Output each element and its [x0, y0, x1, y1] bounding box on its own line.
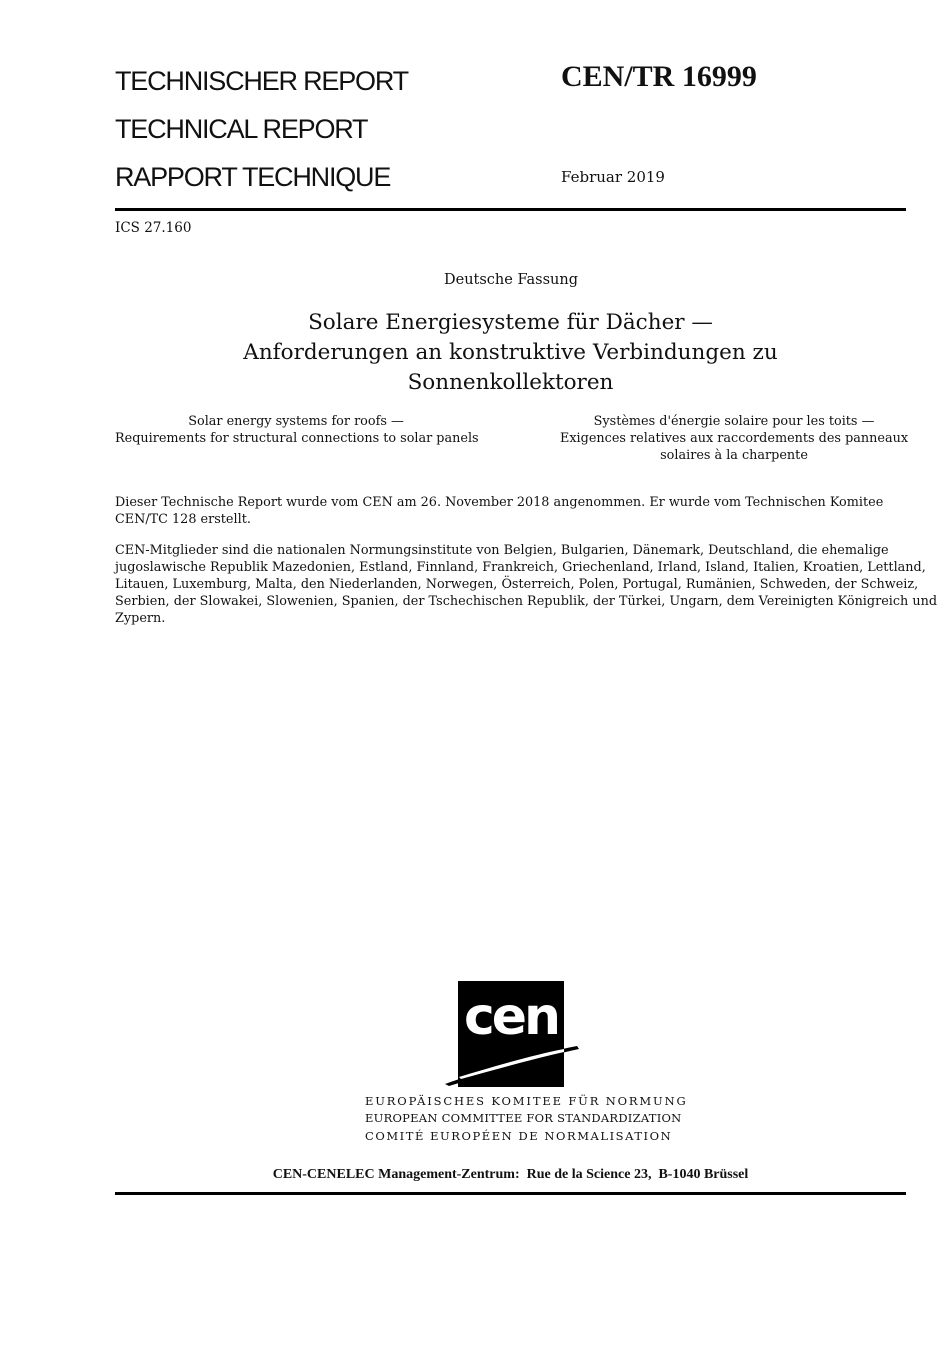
members-paragraph: [115, 542, 938, 627]
english-title-line: Requirements for structural connections to solar panels: [115, 431, 479, 446]
bottom-divider: [115, 1192, 906, 1195]
paragraph-line: CEN-Mitglieder sind die nationalen Normungsinstitute von Belgien, Bulgarien, Dänemark, Deutschland, die ehemalige: [115, 543, 889, 558]
organization-name-english: EUROPEAN COMMITTEE FOR STANDARDIZATION: [365, 1111, 682, 1125]
document-type-french: RAPPORT TECHNIQUE: [115, 162, 391, 192]
french-title-line: Systèmes d'énergie solaire pour les toits —: [593, 414, 875, 429]
paragraph-line: CEN/TC 128 erstellt.: [115, 512, 251, 527]
organization-name-french: COMITÉ EUROPÉEN DE NORMALISATION: [365, 1129, 673, 1143]
main-title-line: Anforderungen an konstruktive Verbindungen zu: [243, 340, 778, 365]
paragraph-line: Litauen, Luxemburg, Malta, den Niederlanden, Norwegen, Österreich, Polen, Portugal, Rumänien, Schweden, der Schweiz,: [115, 577, 919, 592]
adoption-paragraph: [115, 494, 895, 528]
cen-logo-icon: [445, 980, 579, 1088]
document-type-english: TECHNICAL REPORT: [115, 114, 368, 144]
top-divider: [115, 208, 906, 211]
english-title-line: Solar energy systems for roofs —: [188, 414, 404, 429]
ics-code: ICS 27.160: [115, 220, 192, 236]
main-title-line: Solare Energiesysteme für Dächer —: [308, 310, 713, 335]
management-address: CEN-CENELEC Management-Zentrum: Rue de la Science 23, B-1040 Brüssel: [272, 1167, 749, 1182]
main-title-line: Sonnenkollektoren: [407, 370, 614, 395]
language-version: Deutsche Fassung: [443, 272, 579, 288]
document-number: CEN/TR 16999: [561, 60, 757, 93]
french-title-line: Exigences relatives aux raccordements des panneaux: [560, 431, 909, 446]
english-title: [115, 413, 477, 447]
paragraph-line: Dieser Technische Report wurde vom CEN am 26. November 2018 angenommen. Er wurde vom Technischen Komitee: [115, 495, 884, 510]
french-title-line: solaires à la charpente: [660, 448, 808, 463]
document-type-german: TECHNISCHER REPORT: [115, 66, 408, 96]
paragraph-line: Zypern.: [115, 611, 166, 626]
paragraph-line: Serbien, der Slowakei, Slowenien, Spanien, der Tschechischen Republik, der Türkei, Ungarn, dem Vereinigten Königreich und: [115, 594, 938, 609]
svg-text:cen: cen: [463, 987, 559, 1047]
organization-name-german: EUROPÄISCHES KOMITEE FÜR NORMUNG: [365, 1094, 688, 1108]
french-title: [560, 413, 908, 464]
main-title: [115, 308, 906, 398]
paragraph-line: jugoslawische Republik Mazedonien, Estland, Finnland, Frankreich, Griechenland, Irland, Island, Italien, Kroatien, Lettland,: [115, 560, 926, 575]
document-date: Februar 2019: [561, 168, 665, 186]
